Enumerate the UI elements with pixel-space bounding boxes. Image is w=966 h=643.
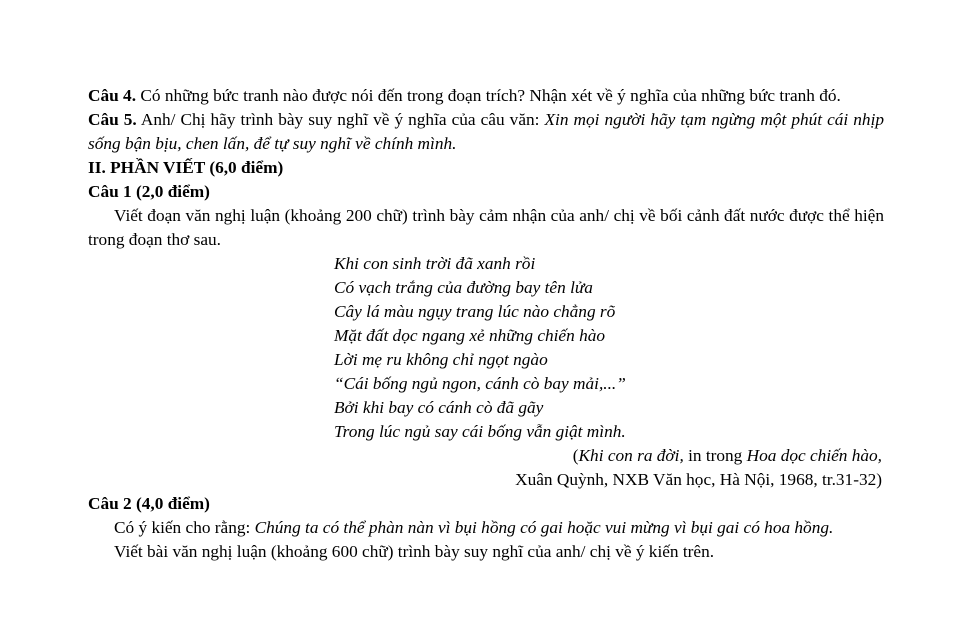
poem-line: Cây lá màu ngụy trang lúc nào chẳng rõ [334, 302, 616, 321]
poem [88, 252, 884, 444]
citation-title: Khi con ra đời, [578, 446, 684, 465]
poem-line: “Cái bống ngủ ngon, cánh cò bay mải,...” [334, 374, 626, 393]
poem-line: Lời mẹ ru không chỉ ngọt ngào [334, 350, 548, 369]
question-5-label: Câu 5. [88, 110, 137, 129]
document-page [88, 84, 884, 564]
citation-open: ( [572, 446, 579, 465]
cau-2-intro-text: Có ý kiến cho rằng: [114, 518, 255, 537]
citation-book: Hoa dọc chiến hào, [746, 446, 882, 465]
citation-in: in trong [683, 446, 747, 465]
question-5-text: Anh/ Chị hãy trình bày suy nghĩ về ý nghĩa của câu văn: [136, 110, 545, 129]
cau-2-quote: Chúng ta có thể phàn nàn vì bụi hồng có gai hoặc vui mừng vì bụi gai có hoa hồng. [254, 518, 834, 537]
question-5 [88, 108, 884, 156]
cau-2-heading: Câu 2 (4,0 điểm) [88, 494, 210, 513]
poem-line: Khi con sinh trời đã xanh rồi [334, 254, 536, 273]
citation-line-2: Xuân Quỳnh, NXB Văn học, Hà Nội, 1968, tr.31-32) [515, 470, 882, 489]
citation-line-1 [88, 444, 884, 468]
cau-1-heading: Câu 1 (2,0 điểm) [88, 182, 210, 201]
cau-2-intro [88, 516, 884, 540]
poem-line: Trong lúc ngủ say cái bống vẫn giật mình. [334, 422, 626, 441]
poem-line: Mặt đất dọc ngang xẻ những chiến hào [334, 326, 605, 345]
poem-line: Bởi khi bay có cánh cò đã gãy [334, 398, 544, 417]
question-4-label: Câu 4. [88, 86, 137, 105]
question-4 [88, 84, 884, 108]
section-2-heading: II. PHẦN VIẾT (6,0 điểm) [88, 158, 284, 177]
cau-1-prompt: Viết đoạn văn nghị luận (khoảng 200 chữ) trình bày cảm nhận của anh/ chị về bối cảnh đất nước được thể hiện trong đoạn thơ sau. [88, 206, 884, 249]
question-4-text: Có những bức tranh nào được nói đến trong đoạn trích? Nhận xét về ý nghĩa của những bức tranh đó. [136, 86, 841, 105]
question-5-quote: Xin mọi người hãy tạm ngừng một phút cái nhịp sống bận bịu, chen lấn, để tự suy nghĩ về chính mình. [88, 110, 885, 153]
cau-2-task: Viết bài văn nghị luận (khoảng 600 chữ) trình bày suy nghĩ của anh/ chị về ý kiến trên. [114, 542, 715, 561]
poem-line: Có vạch trắng của đường bay tên lửa [334, 278, 593, 297]
